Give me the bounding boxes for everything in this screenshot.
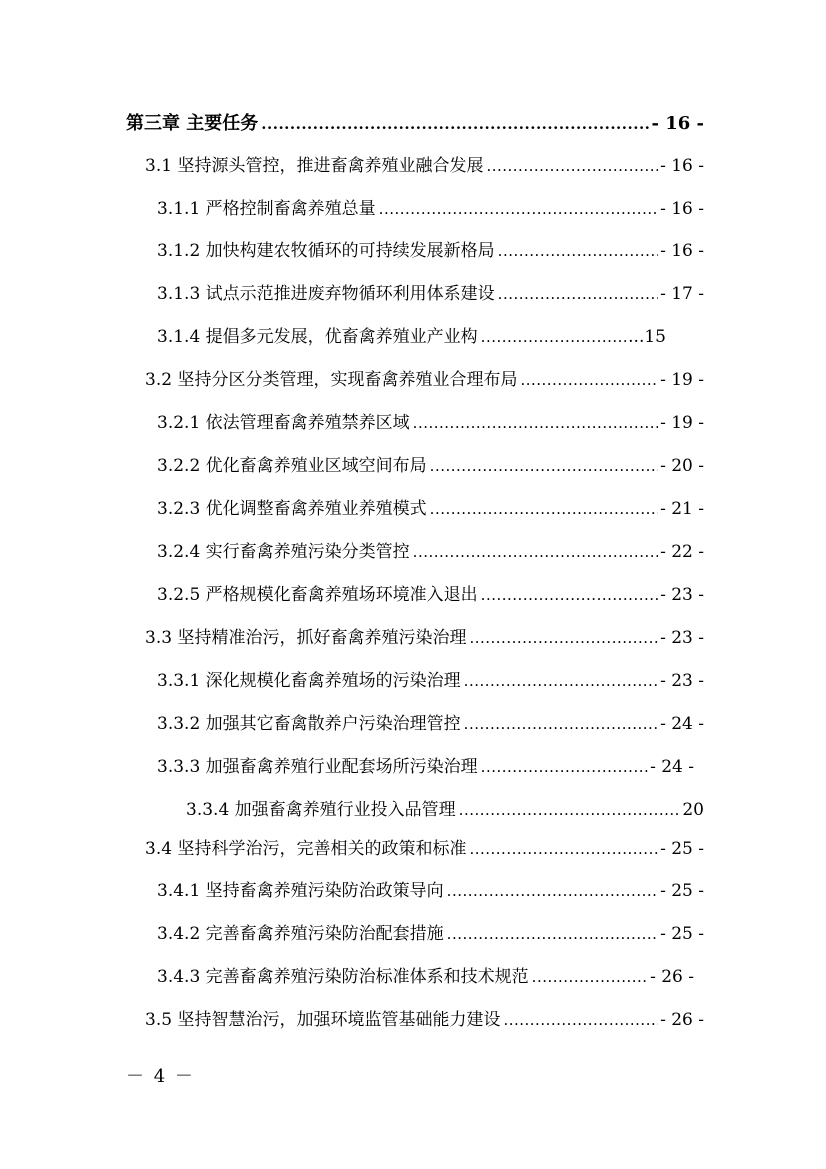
toc-entry-title: 3.4 坚持科学治污，完善相关的政策和标准 bbox=[145, 839, 467, 859]
toc-entry-3-2-1[interactable] bbox=[157, 409, 704, 437]
toc-entry-title: 3.1.3 试点示范推进废弃物循环利用体系建设 bbox=[157, 284, 495, 304]
toc-entry-3-3-1[interactable] bbox=[157, 667, 704, 695]
toc-entry-3-2[interactable] bbox=[145, 366, 704, 394]
toc-entry-title: 3.2.2 优化畜禽养殖业区域空间布局 bbox=[157, 456, 427, 476]
toc-entry-page: - 24 - bbox=[660, 714, 704, 734]
toc-entry-page: - 16 - bbox=[660, 241, 704, 261]
toc-entry-3-4[interactable] bbox=[145, 835, 704, 863]
toc-entry-page: - 24 - bbox=[650, 757, 694, 777]
toc-entry-page: - 22 - bbox=[660, 542, 704, 562]
toc-entry-title: 3.3.3 加强畜禽养殖行业配套场所污染治理 bbox=[157, 757, 478, 777]
toc-entry-3-5[interactable] bbox=[145, 1006, 704, 1034]
dot-leader bbox=[430, 452, 658, 480]
dot-leader bbox=[430, 495, 658, 523]
toc-entry-title: 3.5 坚持智慧治污，加强环境监管基础能力建设 bbox=[145, 1010, 501, 1030]
toc-entry-title: 3.2.1 依法管理畜禽养殖禁养区域 bbox=[157, 413, 410, 433]
toc-entry-title: 3.4.1 坚持畜禽养殖污染防治政策导向 bbox=[157, 881, 444, 901]
dot-leader bbox=[481, 581, 658, 609]
toc-entry-3-2-4[interactable] bbox=[157, 538, 704, 566]
toc-entry-3-4-1[interactable] bbox=[157, 877, 704, 905]
toc-entry-page: - 23 - bbox=[660, 671, 704, 691]
toc-entry-page: - 26 - bbox=[650, 967, 694, 987]
page-number: － 4 － bbox=[126, 1066, 195, 1087]
toc-entry-chapter-3[interactable] bbox=[126, 110, 704, 138]
toc-entry-3-2-2[interactable] bbox=[157, 452, 704, 480]
dot-leader bbox=[503, 1006, 658, 1034]
toc-entry-title: 3.3 坚持精准治污，抓好畜禽养殖污染治理 bbox=[145, 628, 467, 648]
toc-entry-3-1[interactable] bbox=[145, 152, 704, 180]
toc-entry-page: - 23 - bbox=[660, 585, 704, 605]
toc-entry-3-1-4[interactable] bbox=[157, 323, 666, 351]
toc-entry-3-2-5[interactable] bbox=[157, 581, 704, 609]
toc-entry-page: - 16 - bbox=[651, 113, 704, 134]
dot-leader bbox=[413, 538, 658, 566]
toc-entry-3-1-1[interactable] bbox=[157, 195, 704, 223]
toc-entry-3-3-3[interactable] bbox=[157, 753, 694, 781]
dot-leader bbox=[379, 195, 658, 223]
dot-leader bbox=[413, 409, 658, 437]
toc-entry-page: - 26 - bbox=[660, 1010, 704, 1030]
dot-leader bbox=[532, 963, 648, 991]
toc-entry-title: 3.2.5 严格规模化畜禽养殖场环境准入退出 bbox=[157, 585, 478, 605]
dot-leader bbox=[464, 667, 658, 695]
toc-entry-title: 3.3.1 深化规模化畜禽养殖场的污染治理 bbox=[157, 671, 461, 691]
toc-entry-title: 3.2 坚持分区分类管理，实现畜禽养殖业合理布局 bbox=[145, 370, 518, 390]
dot-leader bbox=[498, 280, 658, 308]
dot-leader bbox=[486, 152, 658, 180]
dot-leader bbox=[459, 796, 681, 824]
toc-entry-page: - 16 - bbox=[660, 199, 704, 219]
toc-entry-3-4-2[interactable] bbox=[157, 920, 704, 948]
toc-entry-page: - 25 - bbox=[660, 839, 704, 859]
toc-entry-title: 3.1.1 严格控制畜禽养殖总量 bbox=[157, 199, 376, 219]
toc-entry-3-2-3[interactable] bbox=[157, 495, 704, 523]
toc-entry-3-3-2[interactable] bbox=[157, 710, 704, 738]
toc-entry-3-3[interactable] bbox=[145, 624, 704, 652]
toc-entry-title: 3.2.4 实行畜禽养殖污染分类管控 bbox=[157, 542, 410, 562]
toc-entry-3-1-2[interactable] bbox=[157, 237, 704, 265]
toc-entry-page: - 25 - bbox=[660, 924, 704, 944]
toc-entry-3-4-3[interactable] bbox=[157, 963, 694, 991]
toc-entry-page: ...15 bbox=[628, 327, 666, 347]
toc-entry-title: 3.1.2 加快构建农牧循环的可持续发展新格局 bbox=[157, 241, 495, 261]
toc-entry-page: - 25 - bbox=[660, 881, 704, 901]
dot-leader bbox=[447, 920, 658, 948]
toc-entry-page: - 21 - bbox=[660, 499, 704, 519]
toc-entry-page: - 16 - bbox=[660, 156, 704, 176]
toc-entry-page: - 17 - bbox=[660, 284, 704, 304]
toc-entry-page: - 23 - bbox=[660, 628, 704, 648]
dot-leader bbox=[520, 366, 658, 394]
toc-entry-3-3-4[interactable] bbox=[186, 796, 704, 824]
dot-leader bbox=[464, 710, 658, 738]
toc-entry-title: 3.1.4 提倡多元发展，优畜禽养殖业产业构 bbox=[157, 327, 478, 347]
dot-leader bbox=[447, 877, 658, 905]
toc-entry-page: - 19 - bbox=[660, 370, 704, 390]
toc-entry-title: 3.3.4 加强畜禽养殖行业投入品管理 bbox=[186, 800, 456, 820]
toc-entry-title: 3.3.2 加强其它畜禽散养户污染治理管控 bbox=[157, 714, 461, 734]
toc-entry-title: 3.1 坚持源头管控，推进畜禽养殖业融合发展 bbox=[145, 156, 484, 176]
toc-entry-page: 20 bbox=[682, 800, 704, 820]
toc-entry-title: 3.2.3 优化调整畜禽养殖业养殖模式 bbox=[157, 499, 427, 519]
toc-entry-title: 3.4.2 完善畜禽养殖污染防治配套措施 bbox=[157, 924, 444, 944]
dot-leader bbox=[498, 237, 658, 265]
toc-entry-page: - 20 - bbox=[660, 456, 704, 476]
toc-entry-title: 第三章 主要任务 bbox=[126, 113, 259, 134]
dot-leader bbox=[469, 624, 658, 652]
toc-entry-title: 3.4.3 完善畜禽养殖污染防治标准体系和技术规范 bbox=[157, 967, 529, 987]
toc-entry-3-1-3[interactable] bbox=[157, 280, 704, 308]
dot-leader bbox=[481, 323, 626, 351]
dot-leader bbox=[481, 753, 648, 781]
toc-entry-page: - 19 - bbox=[660, 413, 704, 433]
dot-leader bbox=[261, 110, 649, 138]
dot-leader bbox=[469, 835, 658, 863]
